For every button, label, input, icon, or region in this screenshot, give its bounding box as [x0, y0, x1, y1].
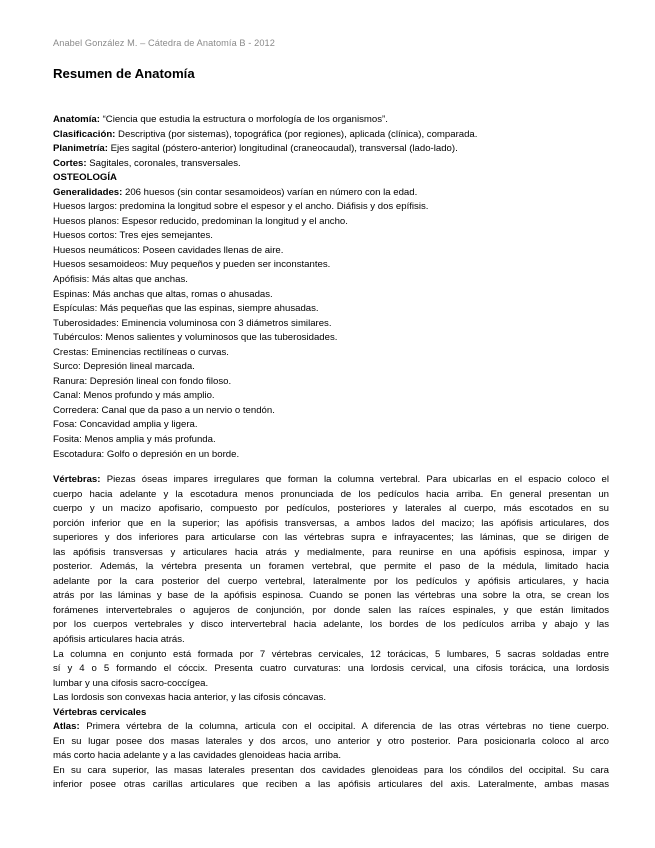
- body-text: [53, 473, 609, 793]
- line-text: lumbar y una cifosis sacro-coccígea.: [53, 677, 209, 689]
- line-text: más corto hacia adelante y a las cavidades glenoideas hacia arriba.: [53, 750, 341, 762]
- line-text: Tuberosidades: Eminencia voluminosa con 3 diámetros similares.: [53, 317, 332, 329]
- text-line: [53, 720, 609, 735]
- text-line: [53, 171, 609, 186]
- text-line: [53, 302, 609, 317]
- line-text: Piezas óseas impares irregulares que forman la columna vertebral. Para ubicarlas en el espacio coloco el: [100, 474, 609, 485]
- line-text: La columna en conjunto está formada por 7 vértebras cervicales, 12 torácicas, 5 lumbares, 5 sacras soldadas entre: [53, 648, 609, 660]
- text-line: [53, 633, 609, 648]
- line-text: “Ciencia que estudia la estructura o morfología de los organismos”.: [99, 114, 388, 125]
- text-line: [53, 331, 609, 346]
- line-text: Huesos sesamoideos: Muy pequeños y pueden ser inconstantes.: [53, 259, 331, 271]
- line-text: Espículas: Más pequeñas que las espinas, siempre ahusadas.: [53, 303, 319, 315]
- line-text: Apófisis: Más altas que anchas.: [53, 274, 188, 286]
- text-line: [53, 648, 609, 663]
- line-text: posterior. Además, la vértebra presenta un foramen vertebral, que permite el paso de la médula, limitado hacia: [53, 561, 609, 573]
- text-line: [53, 517, 609, 532]
- text-line: [53, 531, 609, 546]
- line-text: Escotadura: Golfo o depresión en un borde.: [53, 448, 240, 460]
- line-text: Huesos neumáticos: Poseen cavidades llenas de aire.: [53, 244, 284, 256]
- text-line: [53, 749, 609, 764]
- text-line: [53, 128, 609, 143]
- text-line: [53, 560, 609, 575]
- text-line: [53, 258, 609, 273]
- text-line: [53, 244, 609, 259]
- text-line: [53, 473, 609, 488]
- page-header: Anabel González M. – Cátedra de Anatomía B - 2012: [53, 38, 275, 48]
- definitions-list: [53, 113, 609, 462]
- text-line: [53, 404, 609, 419]
- line-text: inferior posee otras carillas articulares que reciben a las apófisis articulares del axis. Lateralmente, ambas masas: [53, 779, 609, 791]
- text-line: [53, 360, 609, 375]
- term-label: OSTEOLOGÍA: [53, 172, 117, 184]
- line-text: Huesos planos: Espesor reducido, predominan la longitud y el ancho.: [53, 215, 348, 227]
- text-line: [53, 546, 609, 561]
- text-line: [53, 433, 609, 448]
- text-line: [53, 706, 609, 721]
- text-line: [53, 604, 609, 619]
- text-line: [53, 448, 609, 463]
- line-text: atrás por las láminas y base de la apófisis espinosa. Cuando se ponen las vértebras una sobre la otra, se crean los: [53, 590, 609, 602]
- line-text: Las lordosis son convexas hacia anterior, y las cifosis cóncavas.: [53, 692, 327, 704]
- term-label: Cortes:: [53, 157, 87, 169]
- line-text: Descriptiva (por sistemas), topográfica (por regiones), aplicada (clínica), comparada.: [115, 128, 478, 140]
- term-label: Generalidades:: [53, 186, 123, 198]
- text-line: [53, 764, 609, 779]
- line-text: Huesos cortos: Tres ejes semejantes.: [53, 230, 213, 242]
- line-text: Ranura: Depresión lineal con fondo filoso.: [53, 375, 232, 387]
- line-text: Canal: Menos profundo y más amplio.: [53, 390, 215, 402]
- text-line: [53, 589, 609, 604]
- line-text: apófisis articulares hacia atrás.: [53, 634, 185, 646]
- line-text: cuerpo y un macizo apofisario, compuesto por pedículos, posteriores y laterales al cuerpo, más escotados en su: [53, 503, 609, 515]
- line-text: En su cara superior, las masas laterales presentan dos cavidades glenoideas para los cóndilos del occipital. Su cara: [53, 764, 609, 776]
- term-label: Vértebras cervicales: [53, 706, 147, 718]
- line-text: por los cuerpos vertebrales y disco intervertebral hacia adelante, los bordes de los pedículos arriba y abajo y las: [53, 619, 609, 631]
- text-line: [53, 778, 609, 793]
- text-line: [53, 273, 609, 288]
- line-text: Fosa: Concavidad amplia y ligera.: [53, 419, 198, 431]
- text-line: [53, 691, 609, 706]
- text-line: [53, 618, 609, 633]
- line-text: Corredera: Canal que da paso a un nervio o tendón.: [53, 404, 275, 416]
- term-label: Clasificación:: [53, 128, 116, 140]
- text-line: [53, 677, 609, 692]
- line-text: Fosita: Menos amplia y más profunda.: [53, 434, 216, 446]
- text-line: [53, 375, 609, 390]
- text-line: [53, 346, 609, 361]
- line-text: Crestas: Eminencias rectilíneas o curvas.: [53, 346, 229, 358]
- text-line: [53, 575, 609, 590]
- text-line: [53, 157, 609, 172]
- term-label: Vértebras:: [53, 474, 101, 485]
- line-text: Ejes sagital (póstero-anterior) longitudinal (craneocaudal), transversal (lado-lado).: [107, 143, 458, 155]
- text-line: [53, 418, 609, 433]
- page-title: Resumen de Anatomía: [53, 66, 195, 81]
- term-label: Atlas:: [53, 721, 80, 733]
- text-line: [53, 502, 609, 517]
- text-line: [53, 200, 609, 215]
- line-text: sí y 4 o 5 formando el cóccix. Presenta cuatro curvaturas: una lordosis cervical, una cifosis torácica, una lordosis: [53, 663, 609, 675]
- line-text: las apófisis transversas y articulares hacia atrás y medialmente, para reunirse en una apófisis espinosa, impar y: [53, 546, 609, 558]
- text-line: [53, 389, 609, 404]
- line-text: Surco: Depresión lineal marcada.: [53, 361, 195, 373]
- line-text: superiores y dos inferiores para articularse con las vértebras supra e infrayacentes; las láminas, que se dirigen de: [53, 532, 609, 544]
- line-text: Espinas: Más anchas que altas, romas o ahusadas.: [53, 288, 273, 300]
- text-line: [53, 113, 609, 128]
- text-line: [53, 142, 609, 157]
- text-line: [53, 288, 609, 303]
- line-text: Tubérculos: Menos salientes y voluminosos que las tuberosidades.: [53, 332, 338, 344]
- line-text: 206 huesos (sin contar sesamoideos) varían en número con la edad.: [122, 186, 418, 198]
- line-text: adelante por la cara posterior del cuerpo vertebral, lateralmente por los pedículos y apófisis articulares, y hacia: [53, 575, 609, 587]
- text-line: [53, 662, 609, 677]
- line-text: En su lugar posee dos masas laterales y dos arcos, uno anterior y otro posterior. Para posicionarla coloco al arco: [53, 735, 609, 747]
- line-text: porción inferior que en la superior; las apófisis transversas, a ambos lados del macizo; las apófisis articulares, dos: [53, 517, 609, 529]
- text-line: [53, 317, 609, 332]
- text-line: [53, 215, 609, 230]
- term-label: Planimetría:: [53, 143, 108, 155]
- line-text: forámenes intervertebrales o agujeros de conjunción, por donde salen las raíces espinales, y que están limitados: [53, 604, 609, 616]
- text-line: [53, 488, 609, 503]
- line-text: Sagitales, coronales, transversales.: [86, 157, 241, 169]
- line-text: Huesos largos: predomina la longitud sobre el espesor y el ancho. Diáfisis y dos epífisis.: [53, 201, 429, 213]
- line-text: Primera vértebra de la columna, articula con el occipital. A diferencia de las otras vértebras no tiene cuerpo.: [79, 721, 609, 733]
- line-text: cuerpo hacia adelante y la escotadura menos pronunciada de los pedículos hacia arriba. En general presentan un: [53, 488, 609, 500]
- text-line: [53, 186, 609, 201]
- text-line: [53, 735, 609, 750]
- text-line: [53, 229, 609, 244]
- term-label: Anatomía:: [53, 114, 100, 125]
